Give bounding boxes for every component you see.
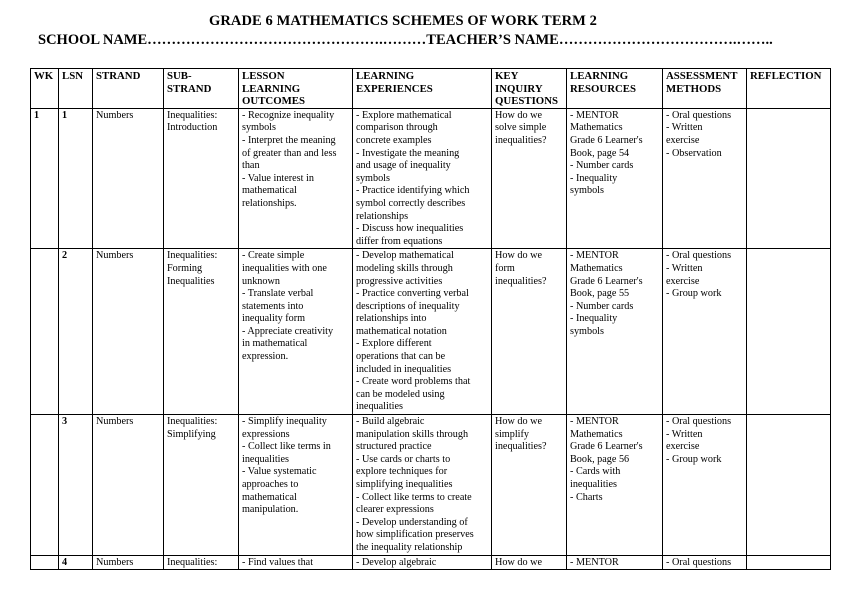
cell-line: ASSESSMENT <box>666 70 738 82</box>
cell-reflection[interactable] <box>747 249 831 415</box>
cell-line: Book, page 56 <box>570 453 630 465</box>
cell-line: - Written <box>666 428 703 440</box>
cell-sub-strand <box>164 555 239 570</box>
cell-line: LEARNING <box>242 82 301 95</box>
cell-line: Forming <box>167 262 203 274</box>
cell-line: - MENTOR <box>570 556 619 568</box>
cell-line: LEARNING <box>356 70 415 82</box>
cell-line: - Simplify inequality <box>242 416 327 428</box>
cell-line: - Inequality <box>570 172 618 184</box>
cell-line: descriptions of inequality <box>356 300 460 312</box>
cell-line: - Oral questions <box>666 250 732 262</box>
cell-line: How do we <box>495 109 542 121</box>
cell-line: Introduction <box>167 122 218 134</box>
cell-line: - Use cards or charts to <box>356 453 451 465</box>
cell-line: - Create word problems that <box>356 376 471 388</box>
cell-line: - Oral questions <box>666 416 732 428</box>
cell-line: inequalities? <box>495 441 547 453</box>
cell-line: - MENTOR <box>570 416 619 428</box>
cell-line: unknown <box>242 275 280 287</box>
cell-line: the inequality relationship <box>356 541 463 553</box>
cell-assessment <box>663 108 747 249</box>
cell-line: OUTCOMES <box>242 95 305 108</box>
cell-line: - Develop mathematical <box>356 250 454 262</box>
cell-line: how simplification preserves <box>356 529 474 541</box>
cell-line: - Explore different <box>356 338 432 350</box>
cell-outcomes <box>239 415 353 556</box>
cell-line: - Collect like terms to create <box>356 491 472 503</box>
header-row <box>31 69 831 109</box>
cell-wk <box>31 555 59 570</box>
cell-line: - Oral questions <box>666 556 732 568</box>
cell-line: Simplifying <box>167 428 216 440</box>
cell-line: progressive activities <box>356 275 443 287</box>
cell-line: concrete examples <box>356 134 432 146</box>
cell-line: symbols <box>242 122 276 134</box>
cell-sub-strand <box>164 108 239 249</box>
cell-line: inequalities <box>242 453 289 465</box>
cell-line: Inequalities: <box>167 250 218 262</box>
cell-line: - Value systematic <box>242 466 317 478</box>
cell-resources <box>567 555 663 570</box>
cell-line: exercise <box>666 441 700 453</box>
cell-line: How do we <box>495 250 542 262</box>
cell-line: symbols <box>570 325 604 337</box>
cell-line: manipulation skills through <box>356 428 469 440</box>
cell-assessment <box>663 555 747 570</box>
cell-line: Book, page 55 <box>570 288 630 300</box>
cell-line: comparison through <box>356 122 438 134</box>
cell-line: solve simple <box>495 122 547 134</box>
cell-lsn: 3 <box>59 415 93 556</box>
cell-inquiry <box>492 249 567 415</box>
cell-strand: Numbers <box>93 249 164 415</box>
cell-reflection[interactable] <box>747 555 831 570</box>
cell-line: Grade 6 Learner's <box>570 275 643 287</box>
cell-outcomes <box>239 108 353 249</box>
cell-assessment <box>663 415 747 556</box>
header-lsn: LSN <box>59 69 93 109</box>
cell-wk: 1 <box>31 108 59 249</box>
header-lesson-outcomes <box>239 69 353 109</box>
cell-line: - Investigate the meaning <box>356 147 460 159</box>
cell-line: - Oral questions <box>666 109 732 121</box>
cell-line: STRAND <box>167 82 212 95</box>
cell-line: - Inequality <box>570 313 618 325</box>
cell-inquiry <box>492 415 567 556</box>
header-reflection: REFLECTION <box>747 69 831 109</box>
cell-line: relationships into <box>356 313 427 325</box>
table-row <box>31 415 831 556</box>
cell-line: exercise <box>666 134 700 146</box>
cell-line: differ from equations <box>356 235 443 247</box>
cell-line: manipulation. <box>242 504 299 516</box>
cell-line: explore techniques for <box>356 466 448 478</box>
cell-line: - Explore mathematical <box>356 109 452 121</box>
header-learning-experiences <box>353 69 492 109</box>
cell-line: expression. <box>242 351 289 363</box>
cell-line: - Written <box>666 122 703 134</box>
cell-resources <box>567 249 663 415</box>
cell-line: inequalities with one <box>242 262 327 274</box>
cell-experiences <box>353 108 492 249</box>
cell-line: than <box>242 160 260 172</box>
cell-inquiry <box>492 555 567 570</box>
cell-line: - Create simple <box>242 250 305 262</box>
cell-line: - Value interest in <box>242 172 314 184</box>
cell-lsn: 4 <box>59 555 93 570</box>
cell-line: inequalities <box>570 479 617 490</box>
cell-line: simplifying inequalities <box>356 479 453 490</box>
cell-line: - Collect like terms in <box>242 441 331 453</box>
cell-line: How do we <box>495 416 542 428</box>
cell-strand: Numbers <box>93 555 164 570</box>
cell-assessment <box>663 249 747 415</box>
cell-line: modeling skills through <box>356 262 453 274</box>
cell-line: mathematical notation <box>356 325 447 337</box>
header-sub-strand <box>164 69 239 109</box>
cell-line: - Number cards <box>570 300 634 312</box>
cell-lsn: 1 <box>59 108 93 249</box>
cell-resources <box>567 108 663 249</box>
cell-experiences <box>353 415 492 556</box>
cell-experiences <box>353 249 492 415</box>
cell-line: - Charts <box>570 491 603 503</box>
cell-line: statements into <box>242 300 304 312</box>
cell-line: Inequalities <box>167 275 215 287</box>
school-teacher-line: SCHOOL NAME………………………………………….………TEACHER’S NAME……………………………….…….. <box>38 32 773 48</box>
cell-line: How do we <box>495 556 542 568</box>
cell-line: Inequalities: <box>167 416 218 428</box>
cell-resources <box>567 415 663 556</box>
cell-line: relationships <box>356 210 409 222</box>
cell-line: LEARNING <box>570 70 629 82</box>
cell-sub-strand <box>164 249 239 415</box>
cell-line: form <box>495 262 515 274</box>
schemes-of-work-table <box>30 68 831 570</box>
cell-line: structured practice <box>356 441 432 453</box>
cell-line: inequalities <box>356 401 403 413</box>
cell-line: - Cards with <box>570 466 621 478</box>
cell-line: Book, page 54 <box>570 147 630 159</box>
cell-line: inequalities? <box>495 275 547 287</box>
table-row <box>31 555 831 570</box>
cell-line: - Translate verbal <box>242 288 314 300</box>
cell-line: - MENTOR <box>570 109 619 121</box>
header-strand: STRAND <box>93 69 164 109</box>
cell-line: Inequalities: <box>167 109 218 121</box>
cell-line: symbol correctly describes <box>356 197 466 209</box>
header-key-inquiry-questions <box>492 69 567 109</box>
cell-line: approaches to <box>242 479 299 490</box>
cell-strand: Numbers <box>93 108 164 249</box>
cell-line: INQUIRY <box>495 82 543 95</box>
header-wk: WK <box>31 69 59 109</box>
cell-line: expressions <box>242 428 290 440</box>
table-row <box>31 108 831 249</box>
cell-lsn: 2 <box>59 249 93 415</box>
cell-line: Mathematics <box>570 262 623 274</box>
header-learning-resources <box>567 69 663 109</box>
cell-line: relationships. <box>242 197 297 209</box>
cell-line: - Build algebraic <box>356 416 425 428</box>
cell-line: - Develop understanding of <box>356 516 468 528</box>
cell-inquiry <box>492 108 567 249</box>
cell-line: included in inequalities <box>356 363 452 375</box>
cell-line: - Recognize inequality <box>242 109 335 121</box>
cell-line: operations that can be <box>356 351 446 363</box>
cell-line: LESSON <box>242 70 285 82</box>
cell-line: symbols <box>356 172 390 184</box>
cell-line: Mathematics <box>570 428 623 440</box>
table-row <box>31 249 831 415</box>
cell-line: METHODS <box>666 82 722 95</box>
cell-outcomes <box>239 555 353 570</box>
cell-line: exercise <box>666 275 700 287</box>
document-title: GRADE 6 MATHEMATICS SCHEMES OF WORK TERM 2 <box>208 13 598 29</box>
cell-line: - Group work <box>666 288 722 300</box>
header-assessment-methods <box>663 69 747 109</box>
cell-line: - Number cards <box>570 160 634 172</box>
cell-line: - Find values that <box>242 556 314 568</box>
cell-line: inequality form <box>242 313 306 325</box>
cell-line: - MENTOR <box>570 250 619 262</box>
cell-line: - Interpret the meaning <box>242 134 336 146</box>
cell-line: - Group work <box>666 453 722 465</box>
cell-reflection[interactable] <box>747 108 831 249</box>
cell-line: Grade 6 Learner's <box>570 441 643 453</box>
cell-line: SUB- <box>167 70 192 82</box>
cell-strand: Numbers <box>93 415 164 556</box>
cell-line: - Written <box>666 262 703 274</box>
cell-line: in mathematical <box>242 338 308 350</box>
cell-line: - Discuss how inequalities <box>356 223 464 235</box>
cell-reflection[interactable] <box>747 415 831 556</box>
cell-line: clearer expressions <box>356 504 434 516</box>
cell-line: mathematical <box>242 491 297 503</box>
cell-line: Inequalities: <box>167 556 218 568</box>
cell-line: and usage of inequality <box>356 160 451 172</box>
cell-line: Mathematics <box>570 122 623 134</box>
cell-line: - Appreciate creativity <box>242 325 334 337</box>
cell-line: mathematical <box>242 185 297 197</box>
cell-wk <box>31 249 59 415</box>
cell-line: Grade 6 Learner's <box>570 134 643 146</box>
cell-line: KEY <box>495 70 519 82</box>
cell-wk <box>31 415 59 556</box>
cell-line: QUESTIONS <box>495 95 559 108</box>
cell-outcomes <box>239 249 353 415</box>
cell-line: - Observation <box>666 147 722 159</box>
cell-line: can be modeled using <box>356 388 445 400</box>
cell-line: - Practice identifying which <box>356 185 470 197</box>
cell-line: inequalities? <box>495 134 547 146</box>
cell-line: of greater than and less <box>242 147 337 159</box>
cell-line: - Practice converting verbal <box>356 288 469 300</box>
cell-sub-strand <box>164 415 239 556</box>
cell-experiences <box>353 555 492 570</box>
cell-line: - Develop algebraic <box>356 556 437 568</box>
cell-line: simplify <box>495 428 529 440</box>
cell-line: symbols <box>570 185 604 197</box>
cell-line: RESOURCES <box>570 82 636 95</box>
cell-line: EXPERIENCES <box>356 82 433 95</box>
